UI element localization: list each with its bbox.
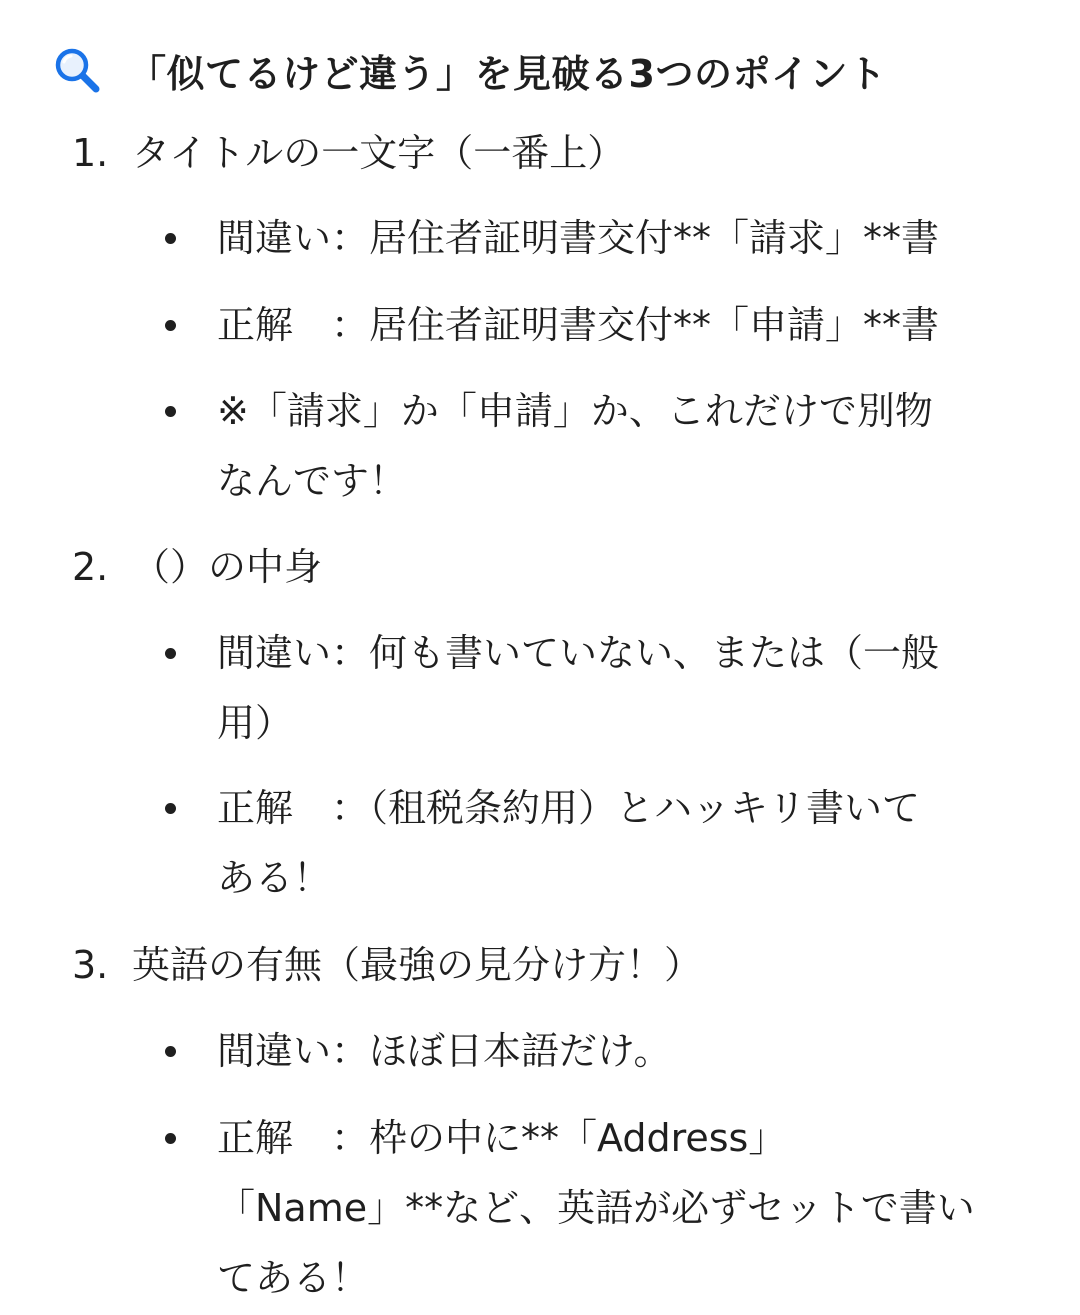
bullet-dot	[165, 1133, 176, 1144]
bullet-text: ある！	[217, 856, 332, 900]
bullet-text: ※「請求」か「申請」か、これだけで別物	[217, 389, 933, 433]
bullet-text: 正解 ：（租税条約用）とハッキリ書いて	[217, 786, 921, 830]
bullet-dot	[165, 1046, 176, 1057]
list-item-title	[72, 930, 702, 1000]
bullet-item	[165, 618, 1045, 758]
list-item-title	[72, 118, 625, 188]
bullet-text: 正解 ：居住者証明書交付**「申請」**書	[217, 303, 940, 347]
bullet-dot	[165, 406, 176, 417]
bullet-text: 正解 ：枠の中に**「Address」	[217, 1116, 787, 1160]
bullet-item	[165, 1103, 1045, 1313]
section-heading	[52, 40, 886, 100]
list-title-text: タイトルの一文字（一番上）	[132, 131, 626, 175]
list-title-text: 英語の有無（最強の見分け方！）	[132, 943, 703, 987]
heading-text: 「似てるけど違う」を見破る3つのポイント	[128, 51, 887, 96]
bullet-item	[165, 376, 1045, 516]
bullet-item	[165, 290, 1045, 360]
magnifier-icon	[52, 45, 102, 95]
bullet-dot	[165, 320, 176, 331]
bullet-text: 間違い：ほぼ日本語だけ。	[217, 1029, 672, 1073]
bullet-text: 用）	[217, 701, 294, 745]
list-title-text: （）の中身	[132, 545, 323, 589]
bullet-item	[165, 203, 1045, 273]
bullet-item	[165, 773, 1045, 913]
bullet-dot	[165, 233, 176, 244]
bullet-text: 間違い：何も書いていない、または（一般	[217, 631, 940, 675]
list-number: 3.	[72, 943, 109, 987]
list-number: 1.	[72, 131, 109, 175]
bullet-text: なんです！	[217, 459, 408, 503]
bullet-dot	[165, 648, 176, 659]
bullet-text: 「Name」**など、英語が必ずセットで書い	[217, 1186, 975, 1230]
bullet-text: 間違い：居住者証明書交付**「請求」**書	[217, 216, 940, 260]
bullet-text: てある！	[217, 1256, 370, 1300]
list-item-title	[72, 532, 322, 602]
list-number: 2.	[72, 545, 109, 589]
bullet-dot	[165, 803, 176, 814]
bullet-item	[165, 1016, 1045, 1086]
